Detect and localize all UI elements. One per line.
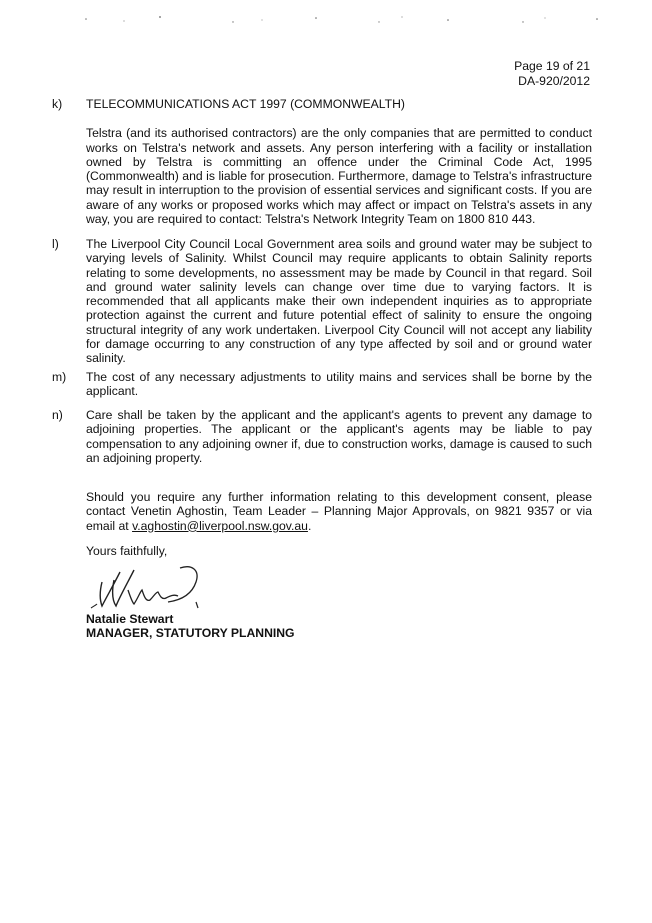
- scan-specks: [0, 0, 652, 40]
- condition-n-text: Care shall be taken by the applicant and the applicant's agents to prevent any damage to adjoining properties. The applicant or the applicant's agents may be liable to pay compensation to any adjoining owner if, due to construction works, damage is caused to such an adjoining property.: [86, 408, 592, 465]
- da-reference: DA-920/2012: [518, 74, 590, 88]
- condition-n-marker: n): [52, 408, 63, 422]
- condition-m-text: The cost of any necessary adjustments to utility mains and services shall be borne by the applicant.: [86, 370, 592, 399]
- condition-l-text: The Liverpool City Council Local Government area soils and ground water may be subject to varying levels of Salinity. Whilst Council may require applicants to obtain Salinity reports relating to some developments, no assessment may be made by Council in that regard. Soil and ground water salinity levels can change over time due to varying factors. It is recommended that all applicants make their own independent inquiries as to appropriate protection against the current and future potential effect of salinity to ensure the ongoing structural integrity of any work undertaken. Liverpool City Council will not accept any liability for damage occurring to any construction of any type affected by soil and or ground water salinity.: [86, 237, 592, 366]
- sign-off-text: Yours faithfully,: [86, 544, 168, 558]
- condition-l-marker: l): [52, 237, 59, 251]
- condition-k: [52, 97, 592, 227]
- condition-l: [52, 237, 592, 366]
- sign-off: [86, 544, 592, 558]
- signatory-name: Natalie Stewart: [86, 612, 174, 626]
- condition-m: [52, 370, 592, 399]
- closing-text-end: .: [307, 518, 312, 533]
- signatory-title: MANAGER, STATUTORY PLANNING: [86, 626, 295, 640]
- contact-email-link[interactable]: v.aghostin@liverpool.nsw.gov.au: [132, 518, 308, 533]
- condition-n: [52, 408, 592, 465]
- condition-k-marker: k): [52, 97, 63, 111]
- handwritten-signature: [88, 560, 238, 616]
- page-number: Page 19 of 21: [514, 59, 590, 73]
- condition-k-text: Telstra (and its authorised contractors) are the only companies that are permitted to conduct works on Telstra's network and assets. Any person interfering with a facility or installation owned by Telstra is committing an offence under the Criminal Code Act, 1995 (Commonwealth) and is liable for prosecution. Furthermore, damage to Telstra's infrastructure may result in interruption to the provision of essential services and significant costs. If you are aware of any works or proposed works which may affect or impact on Telstra's assets in any way, you are required to contact: Telstra's Network Integrity Team on 1800 810 443.: [86, 126, 592, 227]
- condition-m-marker: m): [52, 370, 67, 384]
- page-header: [514, 59, 590, 89]
- condition-k-heading: TELECOMMUNICATIONS ACT 1997 (COMMONWEALTH): [86, 97, 405, 111]
- closing-text: Should you require any further information relating to this development consent, please contact Venetin Aghostin, Team Leader – Planning Major Approvals, on 9821 9357 or via email at: [86, 490, 592, 533]
- closing-paragraph: [86, 490, 592, 533]
